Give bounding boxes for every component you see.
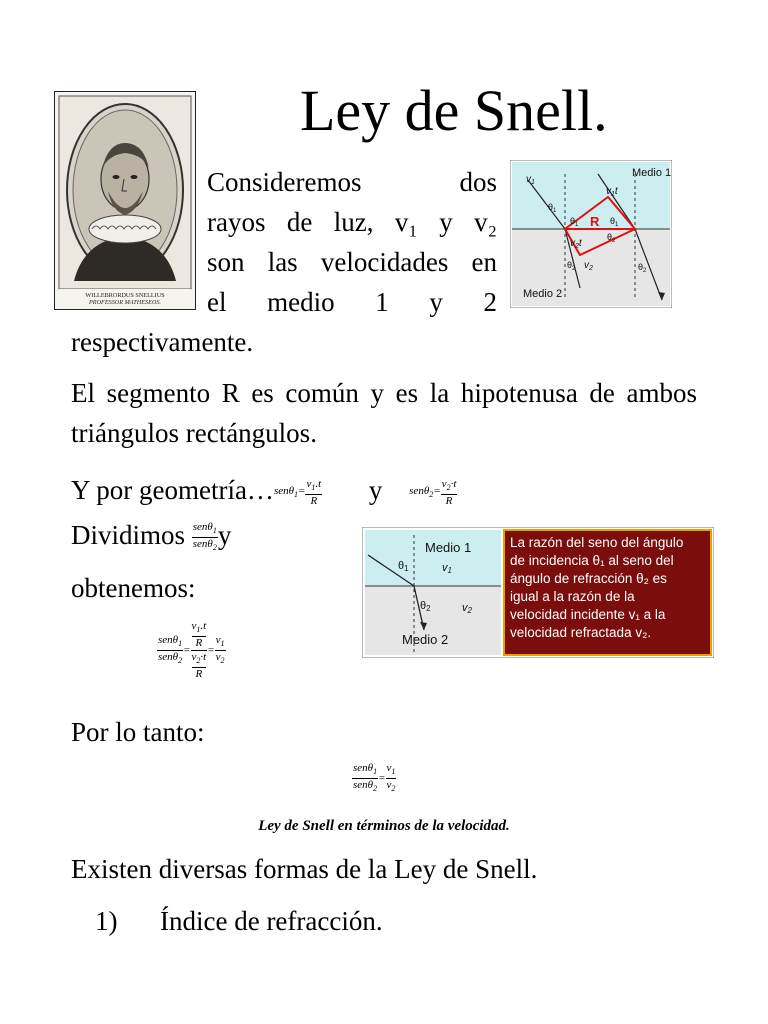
svg-text:θ1: $\theta_1$ [570, 216, 579, 228]
svg-text:v2t: $v_2t$ [570, 238, 582, 250]
svg-text:v2: v2 [462, 602, 472, 615]
svg-text:v1t: $v_1t$ [606, 186, 618, 198]
explanation-line: igual a la razón de la [510, 589, 635, 604]
snellius-portrait [54, 91, 196, 310]
snell-explanation-panel [510, 534, 708, 642]
diag2-medio1-label: Medio 1 [425, 540, 472, 555]
svg-text:v1: v1 [442, 562, 452, 575]
geometry-line: Y por geometría…senθ$_1$= $\frac{v_1.t}{R}$ y senθ$_2$= $\frac{v_2\cdot t}{R}$ [71, 475, 457, 507]
svg-text:θ1: $\theta_1$ [610, 216, 619, 228]
geometry-prefix: Y por geometría… [71, 475, 274, 505]
refraction-summary-diagram [362, 527, 714, 658]
diag1-v1-label: v [526, 174, 531, 185]
divide-line [71, 515, 231, 555]
portrait-caption-line1: WILLEBRORDUS SNELLIUS [85, 292, 165, 299]
therefore-line: Por lo tanto: [71, 717, 205, 747]
svg-text:θ2: $\theta_2$ [607, 232, 616, 244]
fraction-v2t-over-R: $\frac{v_2\cdot t}{R}$ [441, 477, 457, 507]
svg-text:θ1: $\theta_1$ [548, 202, 557, 214]
explanation-line: ángulo de refracción θ₂ es [510, 571, 667, 586]
svg-text:θ1: θ1 [398, 560, 409, 573]
svg-text:θ2: $\theta_2$ [638, 262, 647, 274]
diag1-v2t-label: v [570, 238, 575, 249]
equation-caption: Ley de Snell en términos de la velocidad. [258, 818, 510, 834]
intro-line: el medio 1 y 2 [207, 287, 497, 317]
ratio-derivation-equation: $\frac{sen\theta_1}{sen\theta_2}$ = $v_1.t$ R $v_2\cdot t$ R = $\frac{v_1}{v_2}$ [158, 620, 225, 681]
intro-line: son las velocidades en [207, 247, 497, 277]
diag2-medio2-label: Medio 2 [402, 632, 449, 647]
intro-line: Consideremos dos [207, 167, 497, 197]
fraction-v1t-over-R: $\frac{v_1.t}{R}$ [306, 477, 322, 507]
snell-velocity-equation: $\frac{sen\theta_1}{sen\theta_2}$ = $\frac{v_1}{v_2}$ [353, 762, 396, 794]
intro-paragraph [207, 162, 497, 322]
refraction-triangles-diagram [510, 160, 672, 308]
explanation-line: La razón del seno del ángulo [510, 535, 684, 550]
page-title: Ley de Snell. [300, 78, 608, 143]
segment-paragraph: El segmento R es común y es la hipotenusa de ambos triángulos rectángulos. [71, 378, 697, 448]
forms-line: Existen diversas formas de la Ley de Snell. [71, 854, 538, 884]
explanation-line: de incidencia θ₁ al seno del [510, 553, 674, 568]
svg-text:θ2: $\theta_2$ [567, 260, 576, 272]
divide-prefix: Dividimos [71, 520, 186, 550]
portrait-caption-line2: PROFESSOR MATHESEOS. [89, 299, 161, 306]
explanation-line: velocidad refractada v₂. [510, 625, 652, 640]
diag1-R-label: R [590, 214, 600, 229]
obtain-line: obtenemos: [71, 573, 196, 603]
diag1-medio2-label: Medio 2 [523, 288, 563, 300]
geometry-and: y [368, 475, 383, 505]
list-item-text: Índice de refracción. [160, 906, 383, 936]
intro-line-last: respectivamente. [71, 327, 254, 357]
svg-text:v2: $v_2$ [584, 260, 593, 272]
svg-text:v1: $v_1$ [526, 174, 535, 186]
divide-suffix: y [217, 520, 232, 550]
list-item [95, 901, 383, 941]
diag1-v2-label: v [584, 260, 589, 271]
intro-line: rayos de luz, v₁ y v₂ [207, 207, 497, 237]
explanation-line: velocidad incidente v₁ a la [510, 607, 666, 622]
list-item-number: 1) [95, 906, 118, 936]
diag1-medio1-label: Medio 1 [632, 167, 672, 179]
fraction-sin-ratio: $\frac{sen\theta_1}{sen\theta_2}$ [192, 521, 217, 553]
svg-text:θ2: θ2 [420, 600, 431, 613]
diag1-v1t-label: v [606, 186, 611, 197]
